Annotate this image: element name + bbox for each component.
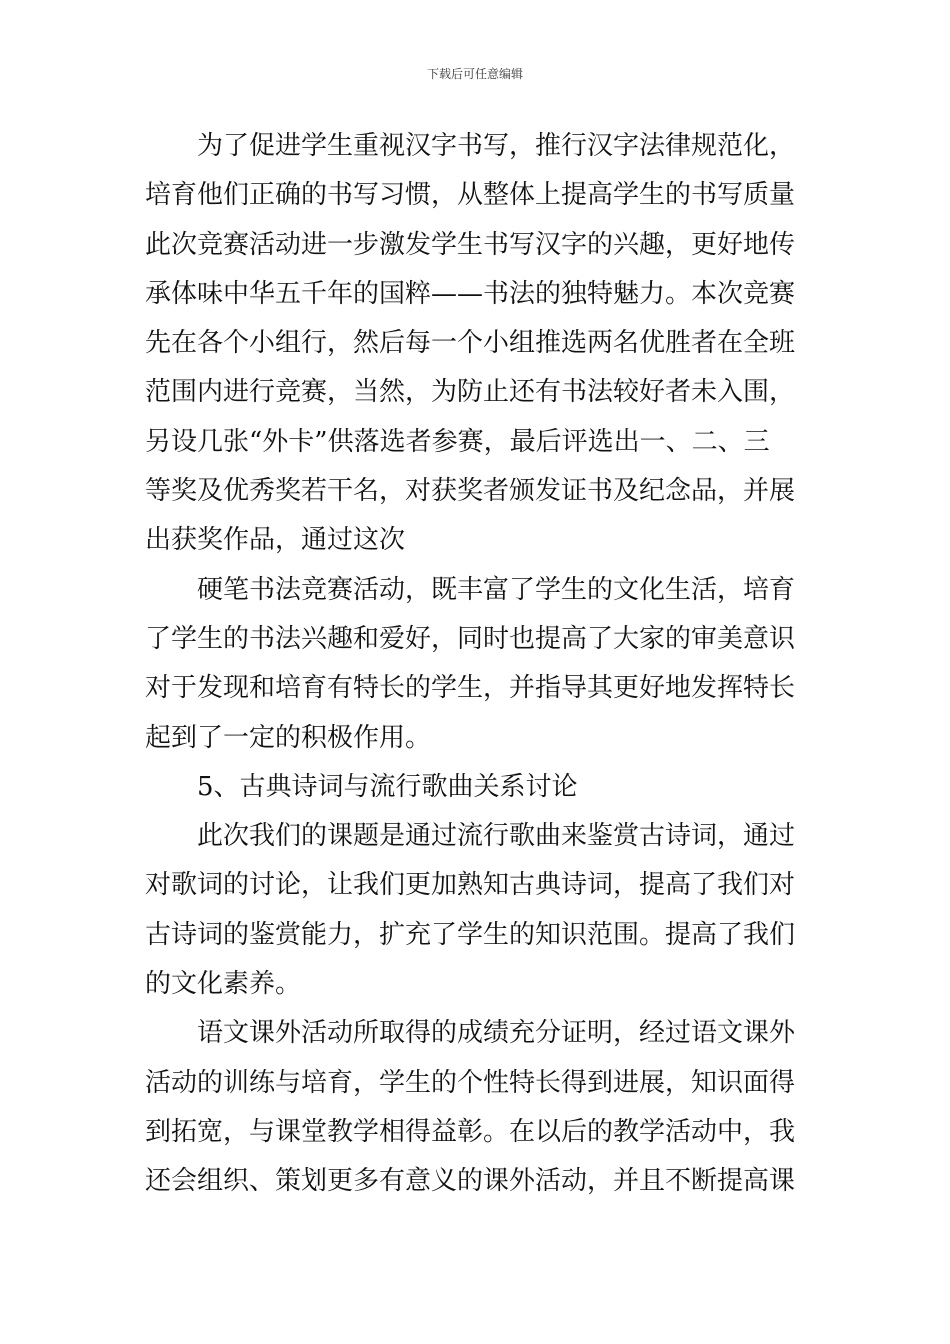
text-line: 对于发现和培育有特长的学生，并指导其更好地发挥特长 <box>145 673 796 704</box>
text-line: 活动的训练与培育，学生的个性特长得到进展，知识面得 <box>145 1067 796 1098</box>
paragraph-handwriting-competition <box>145 122 807 566</box>
text-line: 古诗词的鉴赏能力，扩充了学生的知识范围。提高了我们 <box>145 919 796 950</box>
text-line: 此次竞赛活动进一步激发学生书写汉字的兴趣，更好地传 <box>145 229 796 260</box>
text-line: 等奖及优秀奖若干名，对获奖者颁发证书及纪念品，并展 <box>145 476 796 507</box>
text-line: 范围内进行竞赛，当然，为防止还有书法较好者未入围， <box>145 377 796 408</box>
text-line: 为了促进学生重视汉字书写，推行汉字法律规范化， <box>197 131 796 161</box>
paragraph-poetry-discussion <box>145 812 807 1009</box>
page-header: 下载后可任意编辑 <box>426 67 523 81</box>
text-line: 先在各个小组行，然后每一个小组推选两名优胜者在全班 <box>145 328 796 359</box>
text-line: 硬笔书法竞赛活动，既丰富了学生的文化生活，培育 <box>197 574 796 605</box>
paragraph-conclusion <box>145 1009 807 1206</box>
text-line: 另设几张“外卡”供落选者参赛，最后评选出一、二、三 <box>145 426 770 457</box>
heading-line: 5、古典诗词与流行歌曲关系讨论 <box>197 771 578 802</box>
text-line: 出获奖作品，通过这次 <box>145 525 406 556</box>
text-line: 还会组织、策划更多有意义的课外活动，并且不断提高课 <box>145 1166 796 1197</box>
text-line: 对歌词的讨论，让我们更加熟知古典诗词，提高了我们对 <box>145 870 796 901</box>
text-line: 了学生的书法兴趣和爱好，同时也提高了大家的审美意识 <box>145 623 796 654</box>
text-line: 培育他们正确的书写习惯，从整体上提高学生的书写质量 <box>145 180 796 211</box>
text-line: 的文化素养。 <box>145 969 302 1000</box>
text-line: 承体味中华五千年的国粹——书法的独特魅力。本次竞赛 <box>145 278 796 309</box>
text-line: 起到了一定的积极作用。 <box>145 722 432 753</box>
section-heading <box>145 763 807 812</box>
text-line: 语文课外活动所取得的成绩充分证明，经过语文课外 <box>197 1018 796 1049</box>
document-body <box>145 122 807 1207</box>
text-line: 此次我们的课题是通过流行歌曲来鉴赏古诗词，通过 <box>197 821 796 852</box>
paragraph-calligraphy-benefits <box>145 566 807 763</box>
text-line: 到拓宽，与课堂教学相得益彰。在以后的教学活动中，我 <box>145 1116 796 1147</box>
